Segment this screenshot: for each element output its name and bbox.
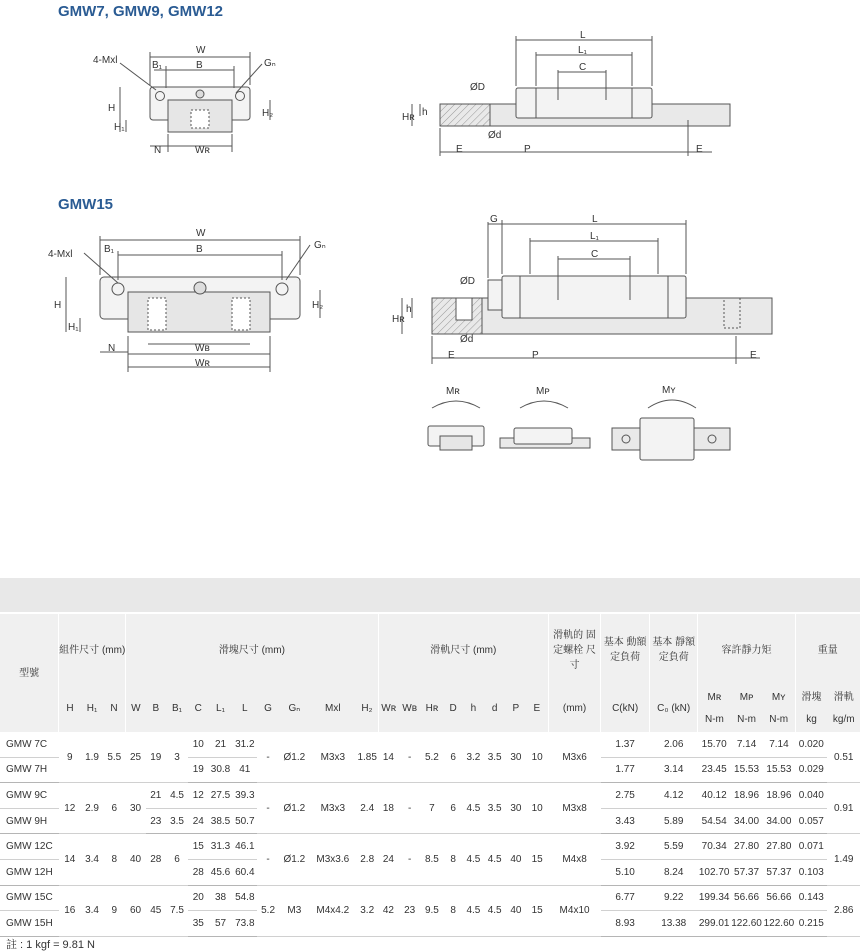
cell-block-weight: 0.215 [795, 911, 827, 937]
sub-w: W [125, 686, 145, 732]
cell-gn: M3 [279, 885, 309, 936]
cell-wr: 24 [378, 834, 398, 885]
dim-p-large: P [532, 350, 539, 361]
sub-bolt-unit: (mm) [548, 686, 601, 732]
cell-my: 18.96 [763, 783, 795, 809]
cell-bolt: M4x10 [548, 885, 601, 936]
cell-l: 60.4 [233, 859, 257, 885]
spec-table-section [0, 578, 860, 952]
sub-rail-weight [827, 686, 860, 732]
cell-mp: 27.80 [730, 834, 762, 860]
cell-b: 28 [146, 834, 166, 885]
cell-wb: - [399, 732, 421, 783]
large-side-block [502, 276, 686, 318]
cell-l: 39.3 [233, 783, 257, 809]
cell-mp: 122.60 [730, 911, 762, 937]
dim-b-large: B [196, 244, 203, 255]
sub-mxl: Mxl [310, 686, 357, 732]
cell-hr: 9.5 [421, 885, 443, 936]
sub-kg-unit: kg [806, 714, 817, 725]
sub-my-unit: N-m [769, 714, 789, 725]
cell-model: GMW 15C [0, 885, 59, 911]
cell-e: 15 [526, 885, 548, 936]
dim-c-large: C [591, 249, 599, 260]
cell-h1: 1.9 [81, 732, 103, 783]
hdr-moment: 容許靜力矩 [698, 613, 795, 686]
dim-hr-large: Hʀ [392, 314, 405, 325]
cell-wr: 42 [378, 885, 398, 936]
title-gmw15: GMW15 [58, 196, 114, 213]
mp-arrow-icon [520, 401, 568, 408]
sub-rail-label: 滑軌 [833, 692, 854, 703]
mr-arrow-icon [432, 401, 480, 408]
sub-d-upper: D [443, 686, 463, 732]
spec-table [0, 578, 860, 937]
dim-e-left-small: E [456, 144, 463, 155]
table-row [0, 783, 860, 809]
cell-mr: 102.70 [698, 859, 730, 885]
cell-c-kn: 1.77 [601, 757, 650, 783]
sub-l: L [233, 686, 257, 732]
cell-c: 12 [188, 783, 208, 809]
dim-e-right-small: E [696, 144, 703, 155]
cell-mp: 57.37 [730, 859, 762, 885]
sub-b1: B₁ [166, 686, 188, 732]
dim-n-small: N [154, 145, 162, 156]
cell-block-weight: 0.071 [795, 834, 827, 860]
cell-l1: 57 [208, 911, 232, 937]
sub-hr: Hʀ [421, 686, 443, 732]
cell-l1: 45.6 [208, 859, 232, 885]
cell-d-upper: 6 [443, 783, 463, 834]
cell-p: 40 [506, 885, 526, 936]
cell-my: 27.80 [763, 834, 795, 860]
cell-d-lower: 3.5 [484, 732, 506, 783]
cell-n: 6 [103, 783, 125, 834]
hdr-weight: 重量 [795, 613, 860, 686]
dim-l-large: L [592, 214, 598, 225]
dim-h-small: H [108, 103, 116, 114]
my-arrow-icon [648, 400, 696, 408]
cell-c-kn: 2.75 [601, 783, 650, 809]
cell-p: 40 [506, 834, 526, 885]
cell-hr: 5.2 [421, 732, 443, 783]
cell-h: 9 [59, 732, 81, 783]
cell-mp: 56.66 [730, 885, 762, 911]
hdr-block: 滑塊尺寸 (mm) [125, 613, 378, 686]
sub-mp-unit: N-m [737, 714, 756, 725]
cell-mxl: M3x3 [310, 783, 357, 834]
hdr-rail: 滑軌尺寸 (mm) [378, 613, 548, 686]
cell-c0-kn: 2.06 [649, 732, 698, 757]
sub-mr [698, 686, 730, 732]
cell-wr: 18 [378, 783, 398, 834]
cell-mxl: M3x3.6 [310, 834, 357, 885]
table-row [0, 732, 860, 757]
cell-h: 16 [59, 885, 81, 936]
sub-block-label: 滑塊 [801, 692, 822, 703]
cell-b1: 7.5 [166, 885, 188, 936]
table-band [0, 578, 860, 613]
sub-c-kn: C(kN) [601, 686, 650, 732]
cell-n: 5.5 [103, 732, 125, 783]
cell-b: 19 [146, 732, 166, 783]
cell-c0-kn: 9.22 [649, 885, 698, 911]
sub-my-label: Mʏ [771, 692, 786, 703]
cell-b: 45 [146, 885, 166, 936]
dim-h2-large: H₂ [312, 300, 324, 311]
cell-h1: 2.9 [81, 783, 103, 834]
dim-l1-large: L₁ [590, 231, 599, 242]
dim-b1-large: B₁ [104, 244, 115, 255]
cell-h2: 2.4 [356, 783, 378, 834]
dim-od-small: ØD [470, 82, 485, 93]
cell-d-lower: 3.5 [484, 783, 506, 834]
cell-model: GMW 12C [0, 834, 59, 860]
cell-b1: 6 [166, 834, 188, 885]
table-row [0, 834, 860, 860]
cell-c0-kn: 13.38 [649, 911, 698, 937]
cell-g: - [257, 732, 279, 783]
cell-mr: 199.34 [698, 885, 730, 911]
dim-mxl-small: 4-Mxl [93, 55, 118, 66]
dim-wb-large: Wʙ [195, 343, 210, 354]
dim-h-lower-small: h [422, 107, 428, 118]
cell-rail-weight: 0.91 [827, 783, 860, 834]
cell-mp: 34.00 [730, 808, 762, 834]
hdr-model: 型號 [0, 613, 59, 732]
cell-block-weight: 0.103 [795, 859, 827, 885]
dim-p-small: P [524, 144, 531, 155]
sub-mp-label: Mᴘ [739, 692, 754, 703]
cell-b: 21 [146, 783, 166, 809]
sub-kgm-unit: kg/m [832, 714, 855, 725]
cell-n: 9 [103, 885, 125, 936]
dim-od-small-bottom: Ød [488, 130, 502, 141]
dim-g-large: G [490, 214, 498, 225]
dim-hr-small: Hʀ [402, 112, 415, 123]
cell-c-kn: 3.92 [601, 834, 650, 860]
cell-h2: 3.2 [356, 885, 378, 936]
sub-h: H [59, 686, 81, 732]
moment-mp-figure [500, 401, 590, 448]
sub-c: C [188, 686, 208, 732]
cell-n: 8 [103, 834, 125, 885]
cell-wb: 23 [399, 885, 421, 936]
cell-c0-kn: 4.12 [649, 783, 698, 809]
dim-od-large-bottom: Ød [460, 334, 474, 345]
hdr-dyn-load: 基本 動額 定負荷 [601, 613, 650, 686]
cell-e: 10 [526, 783, 548, 834]
cell-l1: 38 [208, 885, 232, 911]
hdr-stat-load: 基本 靜額 定負荷 [649, 613, 698, 686]
cell-h: 12 [59, 783, 81, 834]
cell-l1: 21 [208, 732, 232, 757]
cell-h: 14 [59, 834, 81, 885]
cell-e: 10 [526, 732, 548, 783]
cell-wr: 14 [378, 732, 398, 783]
cell-d-lower: 4.5 [484, 834, 506, 885]
cell-h-lower: 4.5 [463, 885, 483, 936]
sub-mr-unit: N-m [704, 714, 724, 725]
dim-wr-small: Wʀ [195, 145, 210, 156]
cell-p: 30 [506, 732, 526, 783]
cell-g: - [257, 783, 279, 834]
cell-l: 31.2 [233, 732, 257, 757]
sub-wr: Wʀ [378, 686, 398, 732]
cell-c: 15 [188, 834, 208, 860]
cell-gn: Ø1.2 [279, 732, 309, 783]
cell-hr: 8.5 [421, 834, 443, 885]
cell-rail-weight: 0.51 [827, 732, 860, 783]
cell-model: GMW 12H [0, 859, 59, 885]
sub-g: G [257, 686, 279, 732]
cell-rail-weight: 2.86 [827, 885, 860, 936]
cell-model: GMW 7C [0, 732, 59, 757]
cell-my: 34.00 [763, 808, 795, 834]
cell-p: 30 [506, 783, 526, 834]
footnote: 註 : 1 kgf = 9.81 N [6, 939, 95, 951]
cell-w: 25 [125, 732, 145, 783]
cell-c-kn: 1.37 [601, 732, 650, 757]
cell-h-lower: 4.5 [463, 834, 483, 885]
dim-c-small: C [579, 62, 587, 73]
moment-mr-figure [428, 401, 484, 450]
cell-w: 60 [125, 885, 145, 936]
cell-g: - [257, 834, 279, 885]
cell-mr: 40.12 [698, 783, 730, 809]
dim-w-large: W [196, 228, 206, 239]
cell-c-kn: 5.10 [601, 859, 650, 885]
cell-l1: 30.8 [208, 757, 232, 783]
label-mr: Mʀ [446, 386, 460, 397]
dim-h2-small: H₂ [262, 108, 274, 119]
cell-my: 15.53 [763, 757, 795, 783]
sub-mp [730, 686, 762, 732]
cell-block-weight: 0.029 [795, 757, 827, 783]
cell-c-kn: 6.77 [601, 885, 650, 911]
cell-g: 5.2 [257, 885, 279, 936]
label-mp: Mᴘ [536, 386, 550, 397]
moment-my-figure [612, 400, 730, 460]
cell-l: 46.1 [233, 834, 257, 860]
sub-b: B [146, 686, 166, 732]
dim-wr-large: Wʀ [195, 358, 210, 369]
dim-l-small: L [580, 30, 586, 41]
cell-b1: 3.5 [166, 808, 188, 834]
sub-h1: H₁ [81, 686, 103, 732]
cell-c: 28 [188, 859, 208, 885]
sub-h2: H₂ [356, 686, 378, 732]
cell-rail-weight: 1.49 [827, 834, 860, 885]
cell-h1: 3.4 [81, 885, 103, 936]
cell-mp: 7.14 [730, 732, 762, 757]
dim-gn-small: Gₙ [264, 58, 276, 69]
dim-n-large: N [108, 343, 116, 354]
cell-mr: 299.01 [698, 911, 730, 937]
cell-c0-kn: 5.89 [649, 808, 698, 834]
cell-b: 23 [146, 808, 166, 834]
cell-block-weight: 0.020 [795, 732, 827, 757]
sub-my [763, 686, 795, 732]
cell-c: 24 [188, 808, 208, 834]
sub-wb: Wʙ [399, 686, 421, 732]
large-end-view [66, 236, 320, 372]
cell-d-lower: 4.5 [484, 885, 506, 936]
dim-l1-small: L₁ [578, 45, 587, 56]
dim-h-lower-large: h [406, 304, 412, 315]
dim-od-large: ØD [460, 276, 475, 287]
cell-bolt: M3x8 [548, 783, 601, 834]
cell-l1: 27.5 [208, 783, 232, 809]
cell-gn: Ø1.2 [279, 783, 309, 834]
sub-n: N [103, 686, 125, 732]
cell-c: 35 [188, 911, 208, 937]
sub-mr-label: Mʀ [707, 692, 722, 703]
dim-gn-large: Gₙ [314, 240, 326, 251]
cell-h1: 3.4 [81, 834, 103, 885]
dim-mxl-large: 4-Mxl [48, 249, 73, 260]
cell-model: GMW 7H [0, 757, 59, 783]
sub-e: E [526, 686, 548, 732]
dim-b1-small: B₁ [152, 60, 163, 71]
sub-gn: Gₙ [279, 686, 309, 732]
cell-my: 56.66 [763, 885, 795, 911]
cell-c0-kn: 5.59 [649, 834, 698, 860]
cell-l: 41 [233, 757, 257, 783]
dim-h-large: H [54, 300, 62, 311]
dim-e-right-large: E [750, 350, 757, 361]
sub-d-lower: d [484, 686, 506, 732]
cell-bolt: M4x8 [548, 834, 601, 885]
dim-h1-large: H₁ [68, 322, 79, 333]
cell-mp: 18.96 [730, 783, 762, 809]
cell-c-kn: 3.43 [601, 808, 650, 834]
title-gmw-small: GMW7, GMW9, GMW12 [58, 3, 223, 20]
cell-model: GMW 9H [0, 808, 59, 834]
cell-w: 30 [125, 783, 145, 834]
cell-wb: - [399, 783, 421, 834]
cell-mxl: M4x4.2 [310, 885, 357, 936]
hdr-assembly: 組件尺寸 (mm) [59, 613, 126, 686]
cell-e: 15 [526, 834, 548, 885]
cell-c0-kn: 3.14 [649, 757, 698, 783]
cell-model: GMW 15H [0, 911, 59, 937]
cell-bolt: M3x6 [548, 732, 601, 783]
cell-d-upper: 8 [443, 834, 463, 885]
cell-l1: 38.5 [208, 808, 232, 834]
cell-c: 10 [188, 732, 208, 757]
cell-my: 122.60 [763, 911, 795, 937]
cell-b1: 4.5 [166, 783, 188, 809]
cell-mr: 70.34 [698, 834, 730, 860]
cell-h-lower: 3.2 [463, 732, 483, 783]
cell-gn: Ø1.2 [279, 834, 309, 885]
cell-b1: 3 [166, 732, 188, 783]
cell-h2: 1.85 [356, 732, 378, 783]
cell-w: 40 [125, 834, 145, 885]
hdr-bolt: 滑軌的 固定螺栓 尺寸 [548, 613, 601, 686]
cell-wb: - [399, 834, 421, 885]
cell-h2: 2.8 [356, 834, 378, 885]
cell-c0-kn: 8.24 [649, 859, 698, 885]
dim-w-small: W [196, 45, 206, 56]
cell-hr: 7 [421, 783, 443, 834]
label-my: Mʏ [662, 385, 676, 396]
cell-block-weight: 0.057 [795, 808, 827, 834]
dim-h1-small: H₁ [114, 122, 125, 133]
small-end-view [120, 52, 270, 152]
sub-c0-kn: C₀ (kN) [649, 686, 698, 732]
sub-h-lower: h [463, 686, 483, 732]
sub-p: P [506, 686, 526, 732]
cell-c: 19 [188, 757, 208, 783]
cell-d-upper: 8 [443, 885, 463, 936]
cell-l1: 31.3 [208, 834, 232, 860]
cell-my: 57.37 [763, 859, 795, 885]
large-side-view [402, 220, 772, 364]
cell-h-lower: 4.5 [463, 783, 483, 834]
cell-c: 20 [188, 885, 208, 911]
sub-block-weight [795, 686, 827, 732]
cell-my: 7.14 [763, 732, 795, 757]
table-row [0, 885, 860, 911]
cell-model: GMW 9C [0, 783, 59, 809]
small-side-view [412, 36, 730, 156]
cell-mxl: M3x3 [310, 732, 357, 783]
cell-l: 50.7 [233, 808, 257, 834]
sub-l1: L₁ [208, 686, 232, 732]
cell-block-weight: 0.040 [795, 783, 827, 809]
dim-b-small: B [196, 60, 203, 71]
cell-c-kn: 8.93 [601, 911, 650, 937]
dim-e-left-large: E [448, 350, 455, 361]
cell-l: 73.8 [233, 911, 257, 937]
cell-mr: 54.54 [698, 808, 730, 834]
cell-d-upper: 6 [443, 732, 463, 783]
cell-mr: 23.45 [698, 757, 730, 783]
cell-block-weight: 0.143 [795, 885, 827, 911]
cell-mr: 15.70 [698, 732, 730, 757]
cell-mp: 15.53 [730, 757, 762, 783]
cell-l: 54.8 [233, 885, 257, 911]
